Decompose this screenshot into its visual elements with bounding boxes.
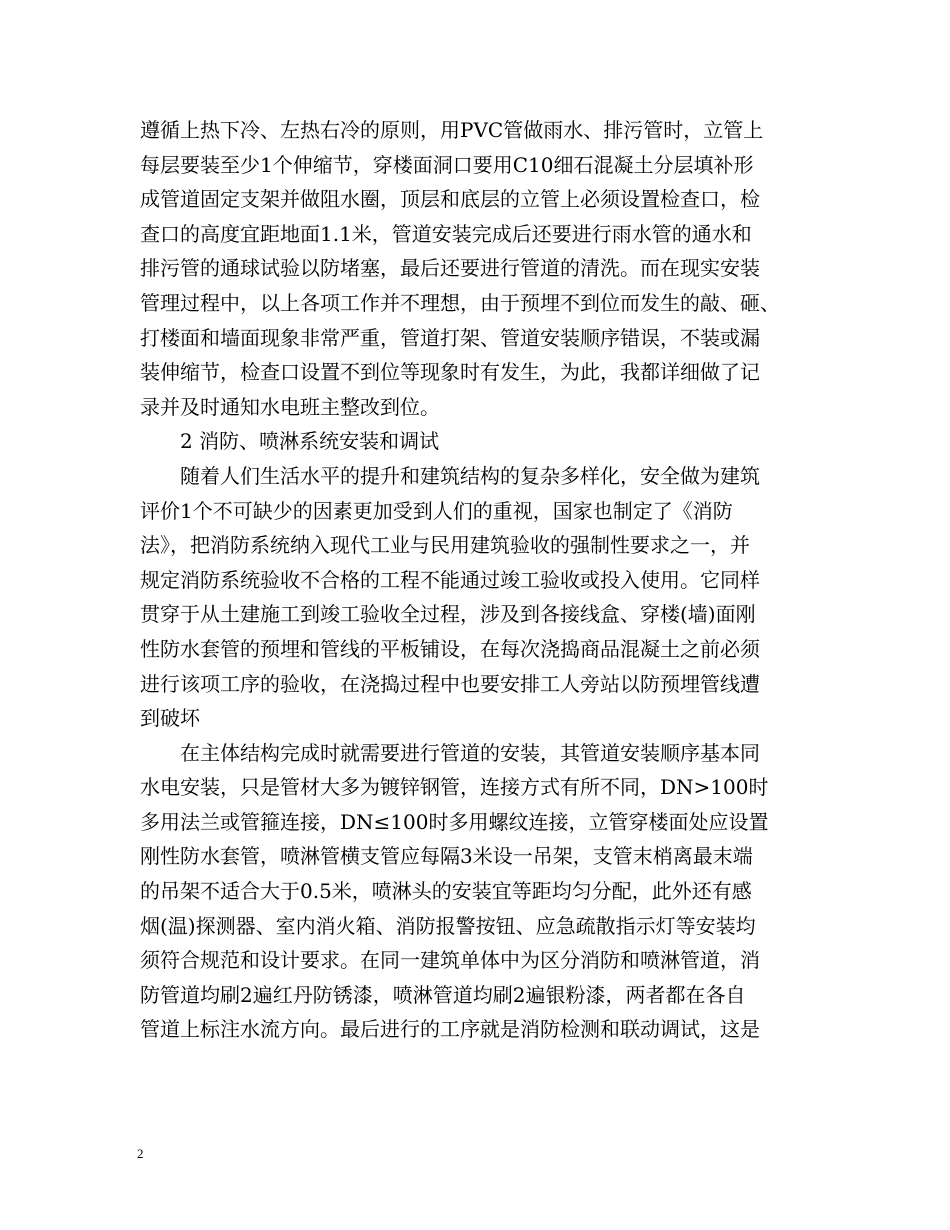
text-line: 水电安装，只是管材大多为镀锌钢管，连接方式有所不同，DN>100时 — [140, 775, 769, 800]
text-line: 防管道均刷2遍红丹防锈漆，喷淋管道均刷2遍银粉漆，两者都在各自 — [140, 982, 746, 1007]
text-line: 贯穿于从土建施工到竣工验收全过程，涉及到各接线盒、穿楼(墙)面刚 — [140, 602, 756, 627]
text-line: 法》，把消防系统纳入现代工业与民用建筑验收的强制性要求之一，并 — [140, 533, 750, 558]
text-line: 的吊架不适合大于0.5米，喷淋头的安装宜等距均匀分配，此外还有感 — [140, 879, 752, 904]
text-line: 查口的高度宜距地面1.1米，管道安装完成后还要进行雨水管的通水和 — [140, 221, 752, 246]
text-line: 进行该项工序的验收，在浇捣过程中也要安排工人旁站以防预埋管线遭 — [140, 671, 760, 696]
text-line: 多用法兰或管箍连接，DN≤100时多用螺纹连接，立管穿楼面处应设置 — [140, 809, 769, 834]
text-line: 评价1个不可缺少的因素更加受到人们的重视，国家也制定了《消防 — [140, 498, 733, 523]
text-line: 刚性防水套管，喷淋管横支管应每隔3米设一吊架，支管末梢离最末端 — [140, 844, 753, 869]
text-line: 每层要装至少1个伸缩节，穿楼面洞口要用C10细石混凝土分层填补形 — [140, 152, 754, 177]
text-line: 管理过程中，以上各项工作并不理想，由于预埋不到位而发生的敲、砸、 — [140, 290, 780, 315]
text-line: 录并及时通知水电班主整改到位。 — [140, 394, 440, 419]
section-heading: 2 消防、喷淋系统安装和调试 — [180, 429, 440, 454]
text-line: 在主体结构完成时就需要进行管道的安装，其管道安装顺序基本同 — [180, 740, 760, 765]
text-line: 打楼面和墙面现象非常严重，管道打架、管道安装顺序错误，不装或漏 — [140, 325, 760, 350]
text-line: 须符合规范和设计要求。在同一建筑单体中为区分消防和喷淋管道，消 — [140, 948, 760, 973]
text-line: 装伸缩节，检查口设置不到位等现象时有发生，为此，我都详细做了记 — [140, 360, 760, 385]
text-line: 性防水套管的预埋和管线的平板铺设，在每次浇捣商品混凝土之前必须 — [140, 636, 760, 661]
text-line: 规定消防系统验收不合格的工程不能通过竣工验收或投入使用。它同样 — [140, 567, 760, 592]
text-line: 到破坏 — [140, 706, 200, 731]
text-line: 排污管的通球试验以防堵塞，最后还要进行管道的清洗。而在现实安装 — [140, 256, 760, 281]
text-line: 随着人们生活水平的提升和建筑结构的复杂多样化，安全做为建筑 — [180, 463, 760, 488]
body-text — [140, 113, 830, 1047]
text-line: 烟(温)探测器、室内消火箱、消防报警按钮、应急疏散指示灯等安装均 — [140, 913, 756, 938]
text-line: 成管道固定支架并做阻水圈，顶层和底层的立管上必须设置检查口，检 — [140, 187, 760, 212]
text-line: 遵循上热下冷、左热右冷的原则，用PVC管做雨水、排污管时，立管上 — [140, 118, 764, 142]
page-number: 2 — [137, 1146, 144, 1161]
text-line: 管道上标注水流方向。最后进行的工序就是消防检测和联动调试，这是 — [140, 1017, 760, 1042]
